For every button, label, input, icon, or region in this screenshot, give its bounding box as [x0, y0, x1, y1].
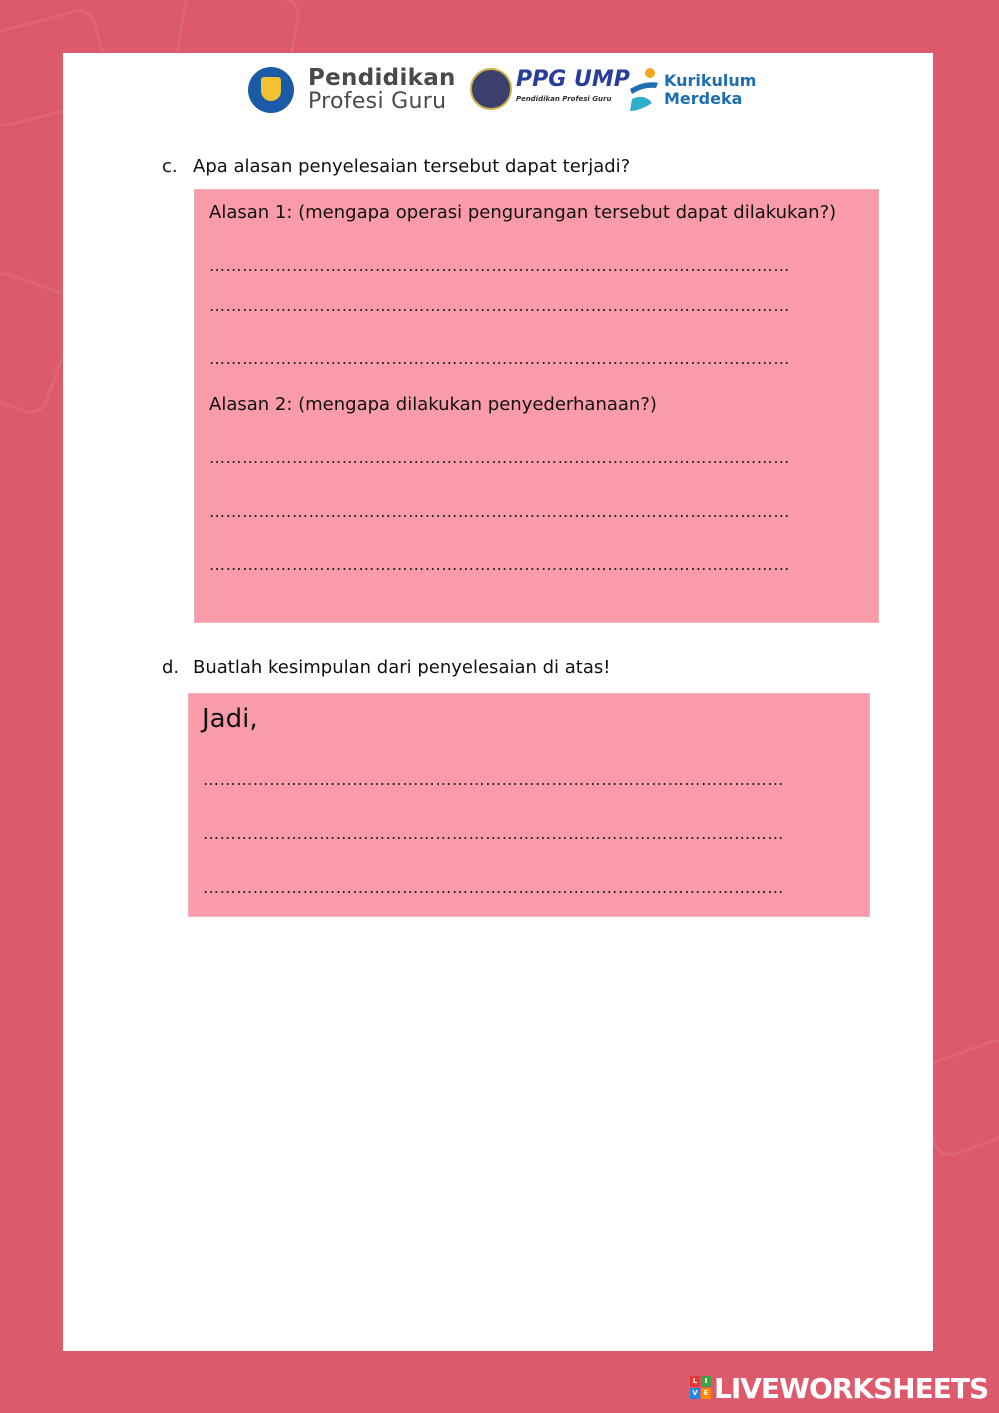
answer-box-c [194, 189, 879, 623]
answer-line[interactable]: …………………………………………………………………………………………… [203, 824, 784, 843]
badge-letter: E [701, 1388, 711, 1399]
ump-seal-icon [470, 68, 512, 110]
answer-box-d [188, 693, 870, 917]
kurikulum-merdeka-icon [626, 67, 660, 113]
liveworksheets-logo-text: LIVEWORKSHEETS [714, 1372, 989, 1405]
tut-wuri-logo-icon [248, 67, 294, 113]
question-d [162, 657, 611, 678]
answer-line[interactable]: …………………………………………………………………………………………… [209, 448, 790, 467]
answer-line[interactable]: …………………………………………………………………………………………… [209, 502, 790, 521]
header-logos [248, 65, 768, 117]
question-c [162, 156, 630, 177]
answer-line[interactable]: …………………………………………………………………………………………… [203, 878, 784, 897]
logo-kurikulum-text: Kurikulum [664, 71, 757, 90]
conclusion-start: Jadi, [202, 704, 258, 734]
logo-profesi-guru-text: Profesi Guru [308, 89, 447, 114]
badge-letter: I [701, 1376, 711, 1387]
liveworksheets-brand [690, 1372, 990, 1404]
reason-2-prompt: Alasan 2: (mengapa dilakukan penyederhanaan?) [209, 394, 657, 415]
question-d-text: Buatlah kesimpulan dari penyelesaian di atas! [193, 657, 611, 678]
badge-letter: V [690, 1388, 700, 1399]
answer-line[interactable]: …………………………………………………………………………………………… [209, 296, 790, 315]
ppg-ump-subtitle: Pendidikan Profesi Guru [516, 95, 612, 103]
worksheet-page [63, 53, 933, 1351]
question-d-label: d. [162, 657, 180, 678]
reason-1-prompt: Alasan 1: (mengapa operasi pengurangan tersebut dapat dilakukan?) [209, 202, 837, 223]
answer-line[interactable]: …………………………………………………………………………………………… [203, 770, 784, 789]
question-c-label: c. [162, 156, 178, 177]
answer-line[interactable]: …………………………………………………………………………………………… [209, 555, 790, 574]
badge-letter: L [690, 1376, 700, 1387]
ppg-ump-title: PPG UMP [516, 67, 630, 92]
liveworksheets-badge-icon [690, 1376, 712, 1400]
answer-line[interactable]: …………………………………………………………………………………………… [209, 349, 790, 368]
logo-merdeka-text: Merdeka [664, 89, 743, 108]
logo-pendidikan-text: Pendidikan [308, 65, 456, 91]
question-c-text: Apa alasan penyelesaian tersebut dapat terjadi? [193, 156, 631, 177]
answer-line[interactable]: …………………………………………………………………………………………… [209, 256, 790, 275]
